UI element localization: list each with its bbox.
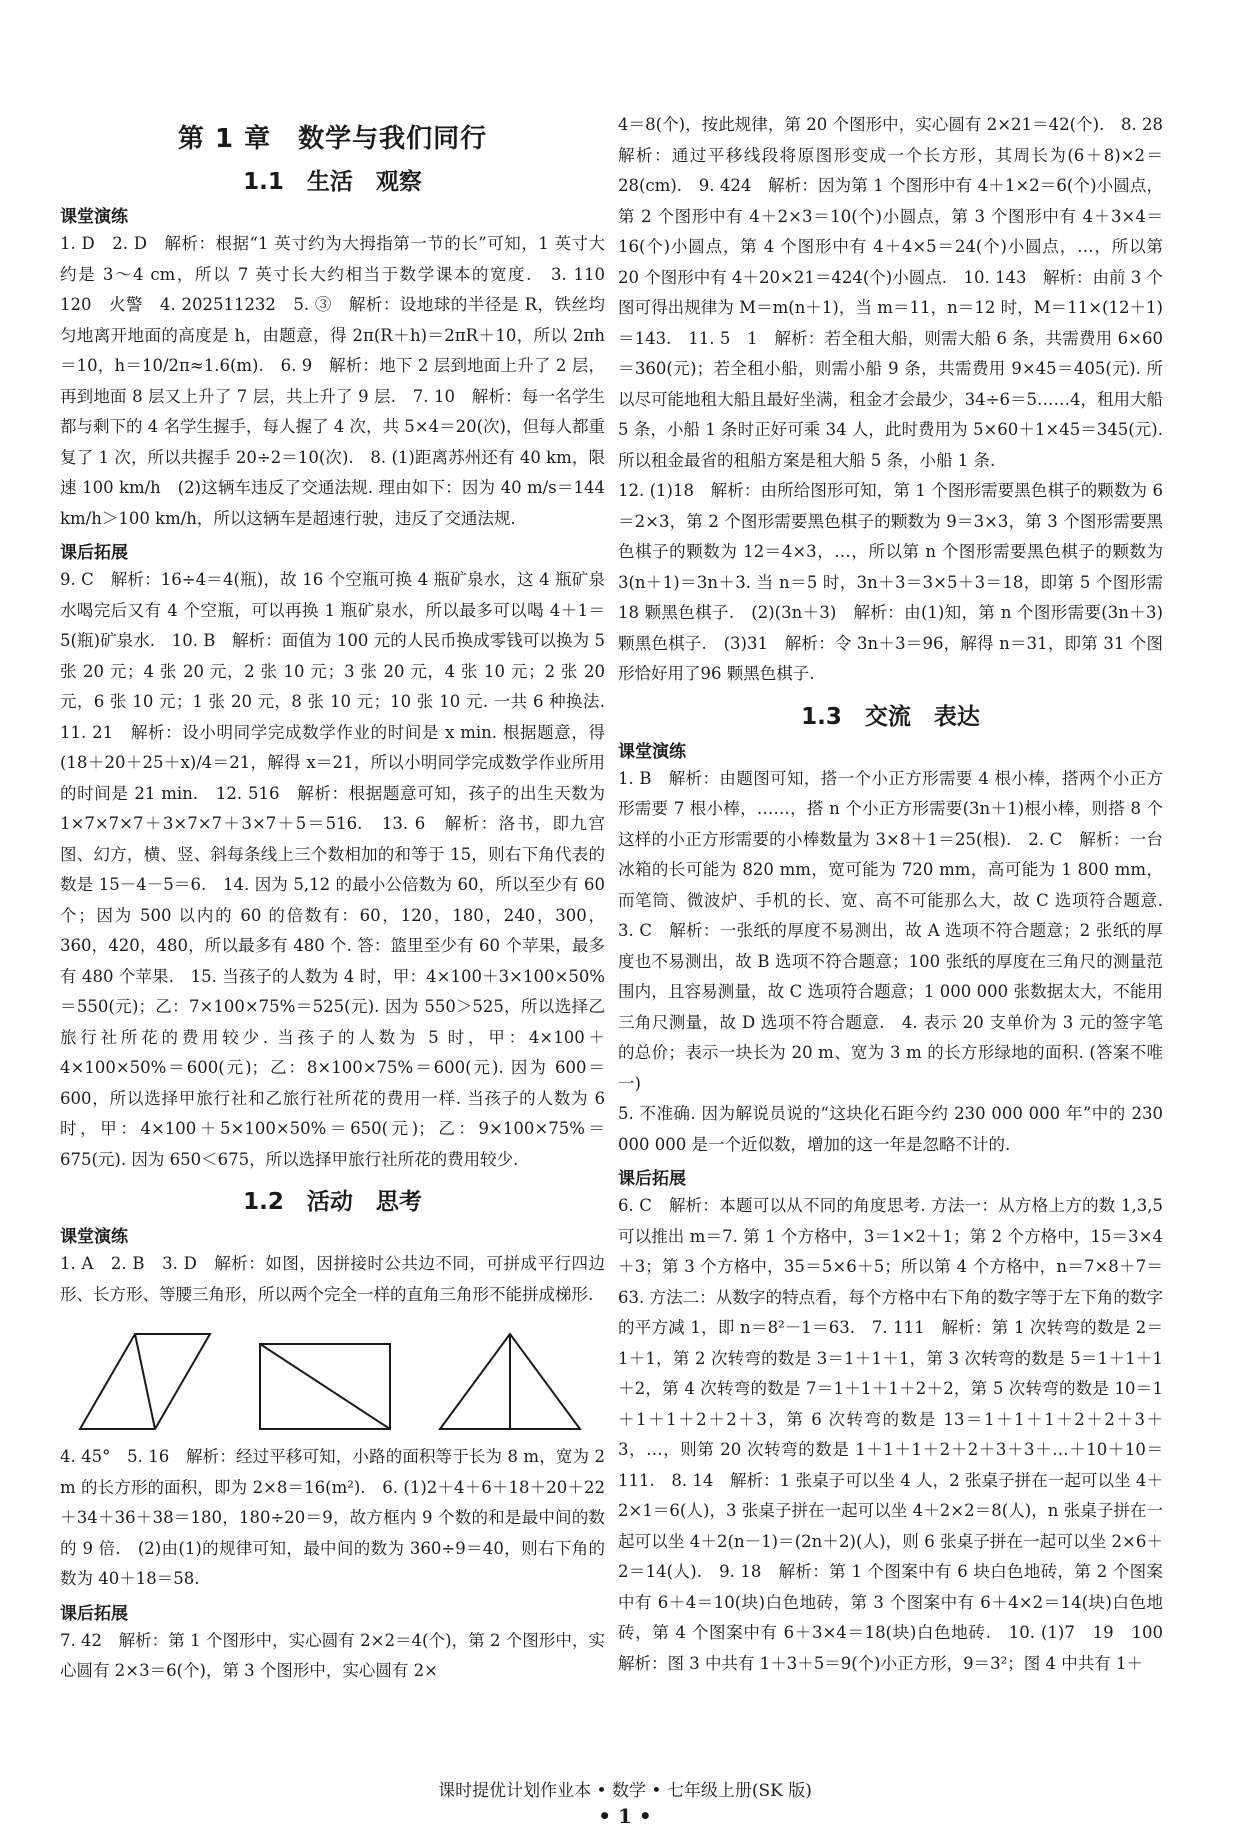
subheading: 课堂演练 [60,207,128,227]
answer-paragraph: 7. 42 解析：第 1 个图形中，实心圆有 2×2＝4(个)，第 2 个图形中，实心圆有 2×3＝6(个)，第 3 个图形中，实心圆有 2× [60,1630,605,1680]
section-title-1-1: 1.1 生活 观察 [243,169,422,195]
section-title-1-2: 1.2 活动 思考 [243,1189,422,1215]
answer-paragraph: 12. (1)18 解析：由所给图形可知，第 1 个图形需要黑色棋子的颗数为 6＝2×3，第 2 个图形需要黑色棋子的颗数为 9＝3×3，第 3 个图形需要黑色棋子的颗数为 12＝4×3，…，所以第 n 个图形需要黑色棋子的颗数为 3(n＋1)＝3n＋3. 当 n＝5 时，3n＋3＝3×5＋3＝18，即第 5 个图形需 18 颗黑色棋子. (2)(3n＋3) 解析：由(1)知，第 n 个图形需要(3n＋3)颗黑色棋子. (3)31 解析：令 3n＋3＝96，解得 n＝31，即第 31 个图形恰好用了96 颗黑色棋子. [618,481,1163,683]
triangle-figures-svg [60,1324,605,1434]
chapter-title: 第 1 章 数学与我们同行 [177,124,488,154]
answer-paragraph: 4. 45° 5. 16 解析：经过平移可知，小路的面积等于长为 8 m，宽为 2 m 的长方形的面积，即为 2×8＝16(m²). 6. (1)2＋4＋6＋18＋20＋22＋34＋36＋38＝180，180÷20＝9，故方框内 9 个数的和是最中间的数的 9 倍. (2)由(1)的规律可知，最中间的数为 360÷9＝40，则右下角的数为 40＋18＝58. [60,1447,605,1588]
rectangle-diagonal [260,1344,390,1429]
answer-paragraph: 4＝8(个)，按此规律，第 20 个图形中，实心圆有 2×21＝42(个). 8. 28 解析：通过平移线段将原图形变成一个长方形，其周长为(6＋8)×2＝28(cm). 9. 424 解析：因为第 1 个图形中有 4＋1×2＝6(个)小圆点，第 2 个图形中有 4＋2×3＝10(个)小圆点，第 3 个图形中有 4＋3×4＝16(个)小圆点，第 4 个图形中有 4＋4×5＝24(个)小圆点，…，所以第 20 个图形中有 4＋20×21＝424(个)小圆点. 10. 143 解析：由前 3 个图可得出规律为 M＝m(n＋1)，当 m＝11，n＝12 时，M＝11×(12＋1)＝143. 11. 5 1 解析：若全租大船，则需大船 6 条，共需费用 6×60＝360(元)；若全租小船，则需小船 9 条，共需费用 9×45＝405(元). 所以尽可能地租大船且最好坐满，租金才会最少，34÷6＝5……4，租用大船 5 条，小船 1 条时正好可乘 34 人，此时费用为 5×60＋1×45＝345(元). 所以租金最省的租船方案是租大船 5 条，小船 1 条. [618,115,1180,470]
answer-paragraph: 1. A 2. B 3. D 解析：如图，因拼接时公共边不同，可拼成平行四边形、长方形、等腰三角形，所以两个完全一样的直角三角形不能拼成梯形. [60,1254,605,1304]
answer-paragraph: 5. 不准确. 因为解说员说的“这块化石距今约 230 000 000 年”中的 230 000 000 是一个近似数，增加的这一年是忽略不计的. [618,1104,1163,1154]
parallelogram-diagonal [135,1334,155,1429]
answer-paragraph: 6. C 解析：本题可以从不同的角度思考. 方法一：从方格上方的数 1,3,5 可以推出 m＝7. 第 1 个方格中，3＝1×2＋1；第 2 个方格中，15＝3×4＋3；第 3 个方格中，35＝5×6＋5；所以第 4 个方格中，n＝7×8＋7＝63. 方法二：从数字的特点看，每个方格中右下角的数字等于左下角的数字的平方减 1，即 n＝8²－1＝63. 7. 111 解析：第 1 次转弯的数是 2＝1＋1，第 2 次转弯的数是 3＝1＋1＋1，第 3 次转弯的数是 5＝1＋1＋1＋2，第 4 次转弯的数是 7＝1＋1＋1＋2＋2，第 5 次转弯的数是 10＝1＋1＋1＋2＋2＋3，第 6 次转弯的数是 13＝1＋1＋1＋2＋2＋3＋3，…，则第 20 次转弯的数是 1＋1＋1＋2＋2＋3＋3＋…＋10＋10＝111. 8. 14 解析：1 张桌子可以坐 4 人，2 张桌子拼在一起可以坐 4＋2×1＝6(人)，3 张桌子拼在一起可以坐 4＋2×2＝8(人)，n 张桌子拼在一起可以坐 4＋2(n－1)＝(2n＋2)(人)，则 6 张桌子拼在一起可以坐 2×6＋2＝14(人). 9. 18 解析：第 1 个图案中有 6 块白色地砖，第 2 个图案中有 6＋4＝10(块)白色地砖，第 3 个图案中有 6＋4×2＝14(块)白色地砖，第 4 个图案中有 6＋3×4＝18(块)白色地砖. 10. (1)7 19 100 解析：图 3 中共有 1＋3＋5＝9(个)小正方形，9＝3²；图 4 中共有 1＋ [618,1196,1180,1673]
left-column [60,110,622,1687]
subheading: 课后拓展 [60,1603,128,1624]
triangle-figures [60,1324,605,1434]
footer-book-title: 课时提优计划作业本 • 数学 • 七年级上册(SK 版) [438,1781,812,1801]
right-column [618,110,1180,1679]
answer-paragraph: 1. B 解析：由题图可知，搭一个小正方形需要 4 根小棒，搭两个小正方形需要 7 根小棒，……，搭 n 个小正方形需要(3n＋1)根小棒，则搭 8 个这样的小正方形需要的小棒数量为 3×8＋1＝25(根). 2. C 解析：一台冰箱的长可能为 820 mm，宽可能为 720 mm，高可能为 1 800 mm，而笔筒、微波炉、手机的长、宽、高不可能那么大，故 C 选项符合题意. 3. C 解析：一张纸的厚度不易测出，故 A 选项不符合题意；2 张纸的厚度也不易测出，故 B 选项不符合题意；100 张纸的厚度在三角尺的测量范围内，且容易测量，故 C 选项符合题意；1 000 000 张数据太大，不能用三角尺测量，故 D 选项不符合题意. 4. 表示 20 支单价为 3 元的签字笔的总价；表示一块长为 20 m、宽为 3 m 的长方形绿地的面积. (答案不唯一) [618,768,1180,1093]
subheading: 课堂演练 [60,1227,128,1247]
answer-paragraph: 1. D 2. D 解析：根据“1 英寸约为大拇指第一节的长”可知，1 英寸大约是 3～4 cm，所以 7 英寸长大约相当于数学课本的宽度. 3. 110 120 火警 4. 202511232 5. ③ 解析：设地球的半径是 R，铁丝均匀地离开地面的高度是 h，由题意，得 2π(R＋h)＝2πR＋10，所以 2πh＝10，h＝10/2π≈1.6(m). 6. 9 解析：地下 2 层到地面上升了 2 层，再到地面 8 层又上升了 7 层，共上升了 9 层. 7. 10 解析：每一名学生都与剩下的 4 名学生握手，每人握了 4 次，共 5×4＝20(次)，但每人都重复了 1 次，所以共握手 20÷2＝10(次). 8. (1)距离苏州还有 40 km，限速 100 km/h (2)这辆车违反了交通法规. 理由如下：因为 40 m/s＝144 km/h＞100 km/h，所以这辆车是超速行驶，违反了交通法规. [60,234,622,528]
subheading: 课后拓展 [618,1169,686,1189]
section-title-1-3: 1.3 交流 表达 [801,703,980,730]
subheading: 课后拓展 [60,543,128,563]
answer-paragraph: 9. C 解析：16÷4＝4(瓶)，故 16 个空瓶可换 4 瓶矿泉水，这 4 瓶矿泉水喝完后又有 4 个空瓶，可以再换 1 瓶矿泉水，所以最多可以喝 4＋1＝5(瓶)矿泉水. 10. B 解析：面值为 100 元的人民币换成零钱可以换为 5 张 20 元；4 张 20 元，2 张 10 元；3 张 20 元，4 张 10 元；2 张 20 元，6 张 10 元；1 张 20 元，8 张 10 元；10 张 10 元. 一共 6 种换法. 11. 21 解析：设小明同学完成数学作业的时间是 x min. 根据题意，得 (18＋20＋25＋x)/4＝21，解得 x＝21，所以小明同学完成数学作业所用的时间是 21 min. 12. 516 解析：根据题意可知，孩子的出生天数为 1×7×7×7＋3×7×7＋3×7＋5＝516. 13. 6 解析：洛书，即九宫图、幻方，横、竖、斜每条线上三个数相加的和等于 15，则右下角代表的数是 15－4－5＝6. 14. 因为 5,12 的最小公倍数为 60，所以至少有 60 个；因为 500 以内的 60 的倍数有：60，120，180，240，300，360，420，480，所以最多有 480 个. 答：篮里至少有 60 个苹果，最多有 480 个苹果. 15. 当孩子的人数为 4 时，甲：4×100＋3×100×50%＝550(元)；乙：7×100×75%＝525(元). 因为 550＞525，所以选择乙旅行社所花的费用较少. 当孩子的人数为 5 时，甲：4×100＋4×100×50%＝600(元)；乙：8×100×75%＝600(元). 因为 600＝600，所以选择甲旅行社和乙旅行社所花的费用一样. 当孩子的人数为 6 时，甲：4×100＋5×100×50%＝650(元)；乙：9×100×75%＝675(元). 因为 650＜675，所以选择甲旅行社所花的费用较少. [60,570,622,1169]
subheading: 课堂演练 [618,741,686,762]
page-number: • 1 • [598,1804,652,1828]
